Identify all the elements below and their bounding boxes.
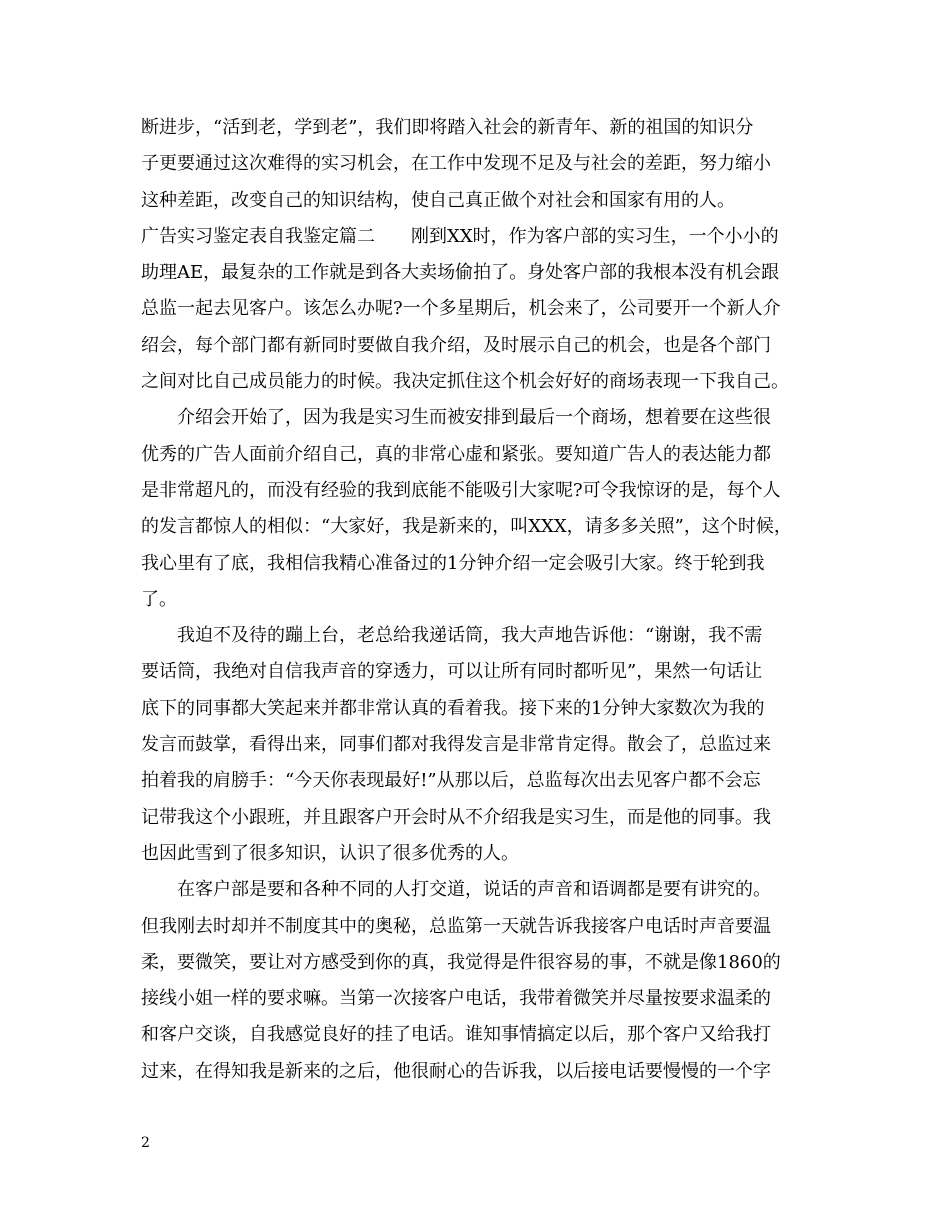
text-line: 接线小姐一样的要求嘛。当第一次接客户电话，我带着微笑并尽量按要求温柔的 (141, 988, 771, 1010)
text-line: 的发言都惊人的相似：“大家好，我是新来的，叫XXX，请多多关照”，这个时候， (141, 516, 792, 538)
paragraph-first-line: 在客户部是要和各种不同的人打交道，说话的声音和语调都是要有讲究的。 (177, 879, 771, 901)
text-line: 要话筒，我绝对自信我声音的穿透力，可以让所有同时都听见”，果然一句话让 (141, 661, 763, 683)
text-line: 但我刚去时却并不制度其中的奥秘，总监第一天就告诉我接客户电话时声音要温 (141, 915, 771, 937)
text-line: 总监一起去见客户。该怎么办呢?一个多星期后，机会来了，公司要开一个新人介 (141, 298, 781, 320)
page-number: 2 (141, 1135, 150, 1151)
text-line: 了。 (141, 588, 177, 610)
text-line: 助理AE，最复杂的工作就是到各大卖场偷拍了。身处客户部的我根本没有机会跟 (141, 262, 780, 284)
text-line: 之间对比自己成员能力的时候。我决定抓住这个机会好好的商场表现一下我自己。 (141, 371, 789, 393)
text-line: 也因此雪到了很多知识，认识了很多优秀的人。 (141, 842, 519, 864)
text-line: 记带我这个小跟班，并且跟客户开会时从不介绍我是实习生，而是他的同事。我 (141, 806, 771, 828)
text-line: 广告实习鉴定表自我鉴定篇二 刚到XX时，作为客户部的实习生，一个小小的 (141, 225, 779, 247)
paragraph-first-line: 介绍会开始了，因为我是实习生而被安排到最后一个商场，想着要在这些很 (177, 407, 771, 429)
text-line: 断进步，“活到老，学到老”，我们即将踏入社会的新青年、新的祖国的知识分 (141, 117, 754, 138)
text-line: 底下的同事都大笑起来并都非常认真的看着我。接下来的1分钟大家数次为我的 (141, 697, 765, 719)
paragraph-first-line: 我迫不及待的蹦上台，老总给我递话筒，我大声地告诉他：“谢谢，我不需 (177, 625, 763, 647)
text-line: 拍着我的肩膀手：“今天你表现最好!”从那以后，总监每次出去见客户都不会忘 (141, 770, 761, 792)
text-line: 和客户交谈，自我感觉良好的挂了电话。谁知事情搞定以后，那个客户又给我打 (141, 1024, 771, 1046)
text-line: 柔，要微笑，要让对方感受到你的真，我觉得是件很容易的事，不就是像1860的 (141, 951, 781, 973)
text-line: 我心里有了底，我相信我精心准备过的1分钟介绍一定会吸引大家。终于轮到我 (141, 552, 765, 574)
text-line: 优秀的广告人面前介绍自己，真的非常心虚和紧张。要知道广告人的表达能力都 (141, 443, 771, 465)
text-line: 这种差距，改变自己的知识结构，使自己真正做个对社会和国家有用的人。 (141, 189, 735, 211)
text-line: 子更要通过这次难得的实习机会，在工作中发现不足及与社会的差距，努力缩小 (141, 153, 771, 175)
text-line: 过来，在得知我是新来的之后，他很耐心的告诉我，以后接电话要慢慢的一个字 (141, 1060, 771, 1082)
text-line: 绍会，每个部门都有新同时要做自我介绍，及时展示自己的机会，也是各个部门 (141, 334, 771, 356)
text-line: 发言而鼓掌，看得出来，同事们都对我得发言是非常肯定得。散会了，总监过来 (141, 734, 771, 756)
text-line: 是非常超凡的，而没有经验的我到底能不能吸引大家呢?可令我惊讶的是，每个人 (141, 479, 781, 501)
body-text (141, 110, 821, 1090)
